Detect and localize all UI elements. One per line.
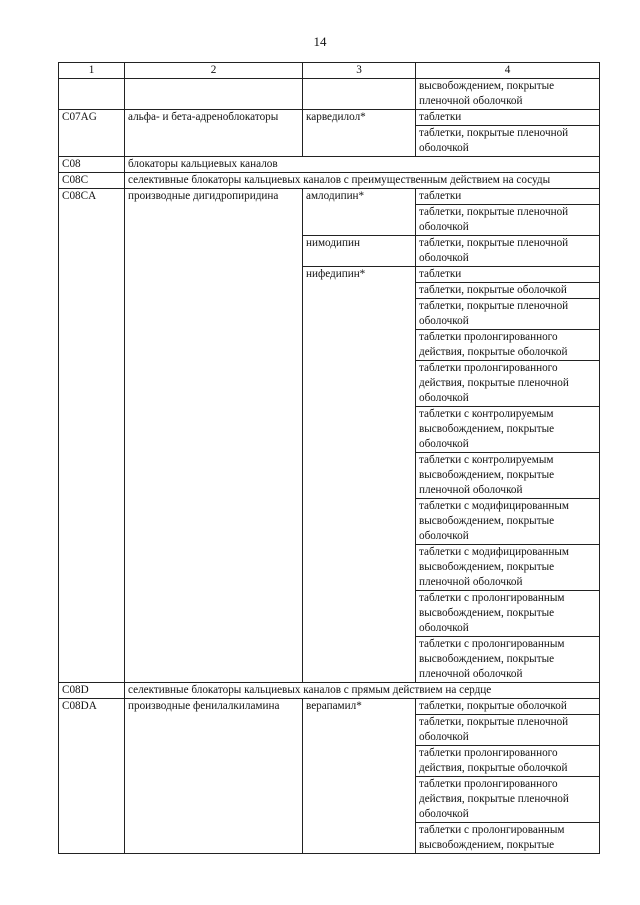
atc-code-cell: C07AG: [59, 110, 125, 157]
atc-code-cell: [59, 79, 125, 110]
dosage-form-cell: таблетки: [416, 267, 600, 283]
table-row: [59, 683, 600, 699]
group-name-cell: производные фенилалкиламина: [125, 699, 303, 854]
dosage-form-cell: таблетки с пролонгированным высвобождением, покрытые пленочной оболочкой: [416, 637, 600, 683]
drug-name-cell: амлодипин*: [303, 189, 416, 236]
dosage-form-cell: таблетки, покрытые пленочной оболочкой: [416, 715, 600, 746]
group-name-cell: селективные блокаторы кальциевых каналов с преимущественным действием на сосуды: [125, 173, 600, 189]
atc-code-cell: C08: [59, 157, 125, 173]
dosage-form-cell: таблетки пролонгированного действия, покрытые оболочкой: [416, 330, 600, 361]
atc-code-cell: C08D: [59, 683, 125, 699]
drug-name-cell: карведилол*: [303, 110, 416, 157]
group-name-cell: [125, 79, 303, 110]
table-row: [59, 699, 600, 715]
dosage-form-cell: таблетки: [416, 110, 600, 126]
dosage-form-cell: таблетки с модифицированным высвобождением, покрытые оболочкой: [416, 499, 600, 545]
dosage-form-cell: таблетки, покрытые оболочкой: [416, 283, 600, 299]
dosage-form-cell: таблетки, покрытые пленочной оболочкой: [416, 236, 600, 267]
dosage-form-cell: таблетки, покрытые пленочной оболочкой: [416, 126, 600, 157]
dosage-form-cell: таблетки пролонгированного действия, покрытые пленочной оболочкой: [416, 777, 600, 823]
table-row: [59, 79, 600, 110]
table-row: [59, 173, 600, 189]
dosage-form-cell: таблетки с контролируемым высвобождением, покрытые оболочкой: [416, 407, 600, 453]
column-header-1: 1: [59, 63, 125, 79]
dosage-form-cell: таблетки с контролируемым высвобождением, покрытые пленочной оболочкой: [416, 453, 600, 499]
column-header-2: 2: [125, 63, 303, 79]
dosage-form-cell: таблетки пролонгированного действия, покрытые оболочкой: [416, 746, 600, 777]
dosage-form-cell: таблетки пролонгированного действия, покрытые пленочной оболочкой: [416, 361, 600, 407]
atc-code-cell: C08DA: [59, 699, 125, 854]
group-name-cell: блокаторы кальциевых каналов: [125, 157, 600, 173]
column-header-4: 4: [416, 63, 600, 79]
atc-code-cell: C08C: [59, 173, 125, 189]
dosage-form-cell: высвобождением, покрытые пленочной оболочкой: [416, 79, 600, 110]
table-header-row: [59, 63, 600, 79]
group-name-cell: производные дигидропиридина: [125, 189, 303, 683]
column-header-3: 3: [303, 63, 416, 79]
dosage-form-cell: таблетки, покрытые оболочкой: [416, 699, 600, 715]
group-name-cell: селективные блокаторы кальциевых каналов с прямым действием на сердце: [125, 683, 600, 699]
table-row: [59, 157, 600, 173]
dosage-form-cell: таблетки с пролонгированным высвобождением, покрытые: [416, 823, 600, 854]
drug-table: [58, 62, 600, 854]
dosage-form-cell: таблетки с пролонгированным высвобождением, покрытые оболочкой: [416, 591, 600, 637]
drug-name-cell: [303, 79, 416, 110]
group-name-cell: альфа- и бета-адреноблокаторы: [125, 110, 303, 157]
dosage-form-cell: таблетки: [416, 189, 600, 205]
drug-name-cell: нимодипин: [303, 236, 416, 267]
dosage-form-cell: таблетки, покрытые пленочной оболочкой: [416, 299, 600, 330]
page-number: 14: [313, 34, 327, 49]
table-row: [59, 189, 600, 205]
dosage-form-cell: таблетки, покрытые пленочной оболочкой: [416, 205, 600, 236]
table-row: [59, 110, 600, 126]
drug-name-cell: верапамил*: [303, 699, 416, 854]
drug-name-cell: нифедипин*: [303, 267, 416, 683]
atc-code-cell: C08CA: [59, 189, 125, 683]
dosage-form-cell: таблетки с модифицированным высвобождением, покрытые пленочной оболочкой: [416, 545, 600, 591]
